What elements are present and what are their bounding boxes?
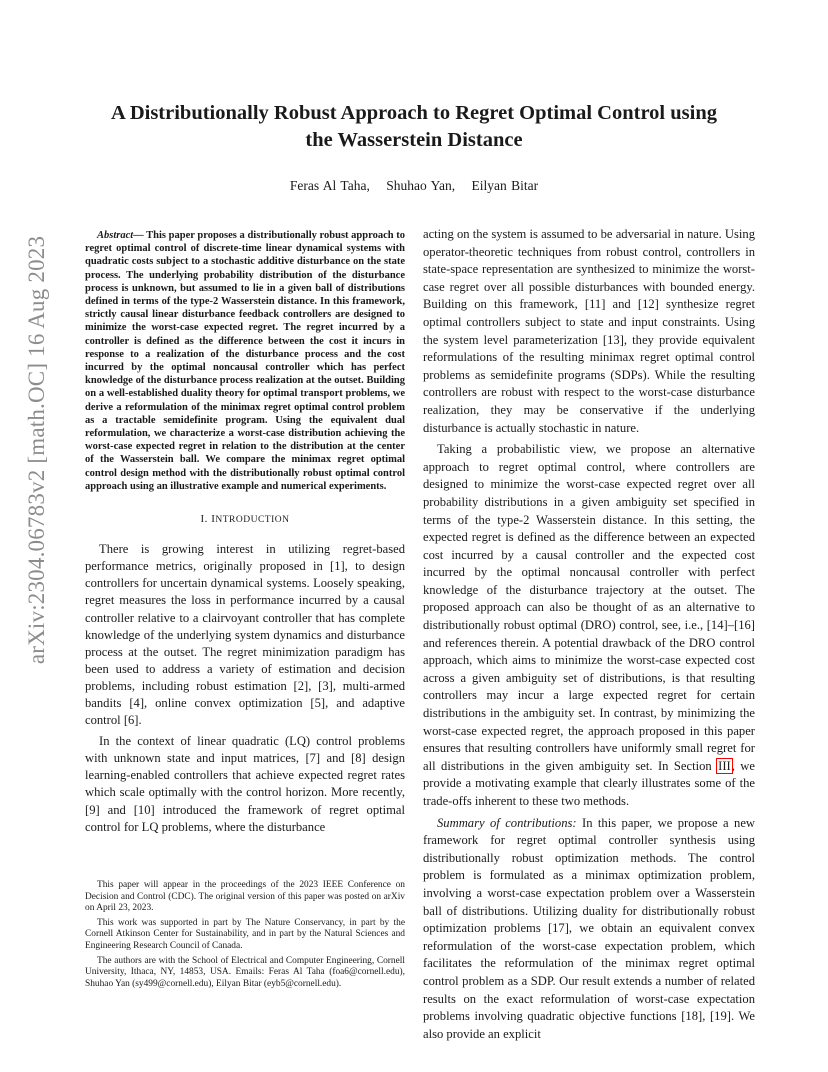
author-name: Eilyan Bitar	[471, 178, 539, 193]
body-paragraph: In the context of linear quadratic (LQ) control problems with unknown state and input matrices, [7] and [8] design learning-enabled controllers that achieve expected regret rates which scale optimally with the control horizon. More recently, [9] and [10] introduced the framework of regret optimal control for LQ problems, where the disturbance	[85, 734, 405, 834]
paper-title	[70, 100, 758, 154]
footnote: This paper will appear in the proceedings of the 2023 IEEE Conference on Decision and Control (CDC). The original version of this paper was posted on arXiv on April 23, 2023.	[85, 880, 405, 914]
body-paragraph: There is growing interest in utilizing regret-based performance metrics, originally proposed in [1], to design controllers for uncertain dynamical systems. Loosely speaking, regret measures the loss in performance incurred by a causal controller relative to a clairvoyant controller that has complete knowledge of the underlying system dynamics and disturbance process at the outset. The regret minimization paradigm has been used to address a variety of estimation and decision problems, including robust estimation [2], [3], multi-armed bandits [4], online convex optimization [5], and adaptive control [6].	[85, 542, 405, 728]
body-paragraph: Summary of contributions: In this paper, we propose a new framework for regret optimal controller synthesis using distributionally robust optimization methods. The control problem is formulated as a minimax optimization problem, involving a worst-case expectation problem over a Wasserstein ball of distributions. Utilizing duality for distributionally robust optimization problems [17], we obtain an equivalent convex reformulation of the worst-case expectation problem, which facilitates the reformulation of the minimax regret optimal control problem as a SDP. Our result extends a number of related results on the exact reformulation of worst-case expectation problems involving quadratic objective functions [18], [19]. We also provide an explicit	[423, 815, 756, 1041]
summary-lead: Summary of contributions:	[437, 815, 577, 830]
arxiv-identifier-stamp	[16, 235, 58, 665]
footnote: This work was supported in part by The Nature Conservancy, in part by the Cornell Atkinson Center for Sustainability, and in part by the Natural Sciences and Engineering Research Council of Canada.	[85, 917, 405, 951]
author-name: Feras Al Taha,	[289, 178, 370, 193]
section-reference-link[interactable]: III	[718, 758, 731, 773]
body-paragraph: acting on the system is assumed to be adversarial in nature. Using operator-theoretic techniques from robust control, controllers in state-space representation are synthesized to minimize the worst-case regret over all possible disturbances with bounded energy. Building on this framework, [11] and [12] synthesize regret optimal controllers subject to state and input constraints. Using the system level parameterization [13], they provide equivalent reformulations of the resulting minimax regret optimal control problems as semidefinite programs (SDPs). While the resulting controllers are robust with respect to the worst-case disturbance realization, they may be conservative if the underlying disturbance is actually stochastic in nature.	[423, 227, 755, 435]
title-line-2: the Wasserstein Distance	[305, 129, 523, 151]
footnotes	[85, 880, 405, 993]
abstract-text: — This paper proposes a distributionally robust approach to regret optimal control of discrete-time linear dynamical systems with quadratic costs subject to a stochastic additive disturbance on the state process. The underlying probability distribution of the disturbance process is unknown, but assumed to lie in a given ball of distributions defined in terms of the type-2 Wasserstein distance. In this framework, strictly causal linear disturbance feedback controllers are designed to minimize the worst-case expected regret. The regret incurred by a controller is defined as the difference between the cost it incurs in response to a realization of the disturbance process and the cost incurred by the optimal noncausal controller which has perfect knowledge of the disturbance process realization at the outset. Building on a well-established duality theory for optimal transport problems, we derive a reformulation of the minimax regret optimal control problem as a tractable semidefinite program. Using the equivalent dual reformulation, we characterize a worst-case distribution achieving the worst-case expected regret in relation to the distribution at the center of the Wasserstein ball. We compare the minimax regret optimal control design method with the distributionally robust optimal control approach using an illustrative example and numerical experiments.	[85, 230, 405, 492]
abstract-lead: Abstract	[97, 230, 134, 241]
abstract	[85, 229, 405, 493]
right-column	[423, 226, 755, 1043]
left-column	[85, 229, 405, 836]
arxiv-identifier-text: arXiv:2304.06783v2 [math.OC] 16 Aug 2023	[24, 235, 49, 665]
title-line-1: A Distributionally Robust Approach to Regret Optimal Control using	[111, 102, 717, 124]
section-heading-introduction: I. INTRODUCTION	[200, 513, 290, 526]
author-name: Shuhao Yan,	[386, 178, 456, 193]
author-list	[70, 178, 758, 194]
body-paragraph: Taking a probabilistic view, we propose an alternative approach to regret optimal control, where controllers are designed to minimize the worst-case expected regret over all probability distributions in a given ambiguity set specified in terms of the type-2 Wasserstein distance. In this setting, the expected regret is defined as the difference between an expected cost incurred by a causal controller and the expected cost incurred by the optimal noncausal controller with perfect knowledge of the disturbance trajectory at the outset. The proposed approach can also be thought of as an alternative to distributionally robust optimal (DRO) control, see, i.e., [14]–[16] and references therein. A potential drawback of the DRO control approach, which aims to minimize the worst-case expected cost across a given ambiguity set of distributions, is that resulting controllers may incur a large expected regret for certain distributions in the ambiguity set. In contrast, by minimizing the worst-case expected regret, the approach proposed in this paper ensures that resulting controllers have uniformly small regret for all distributions in the given ambiguity set. In Section III, we provide a motivating example that clearly illustrates some of the trade-offs inherent to these two methods.	[423, 442, 755, 808]
footnote: The authors are with the School of Electrical and Computer Engineering, Cornell University, Ithaca, NY, 14853, USA. Emails: Feras Al Taha (foa6@cornell.edu), Shuhao Yan (sy499@cornell.edu), Eilyan Bitar (eyb5@cornell.edu).	[85, 955, 405, 989]
